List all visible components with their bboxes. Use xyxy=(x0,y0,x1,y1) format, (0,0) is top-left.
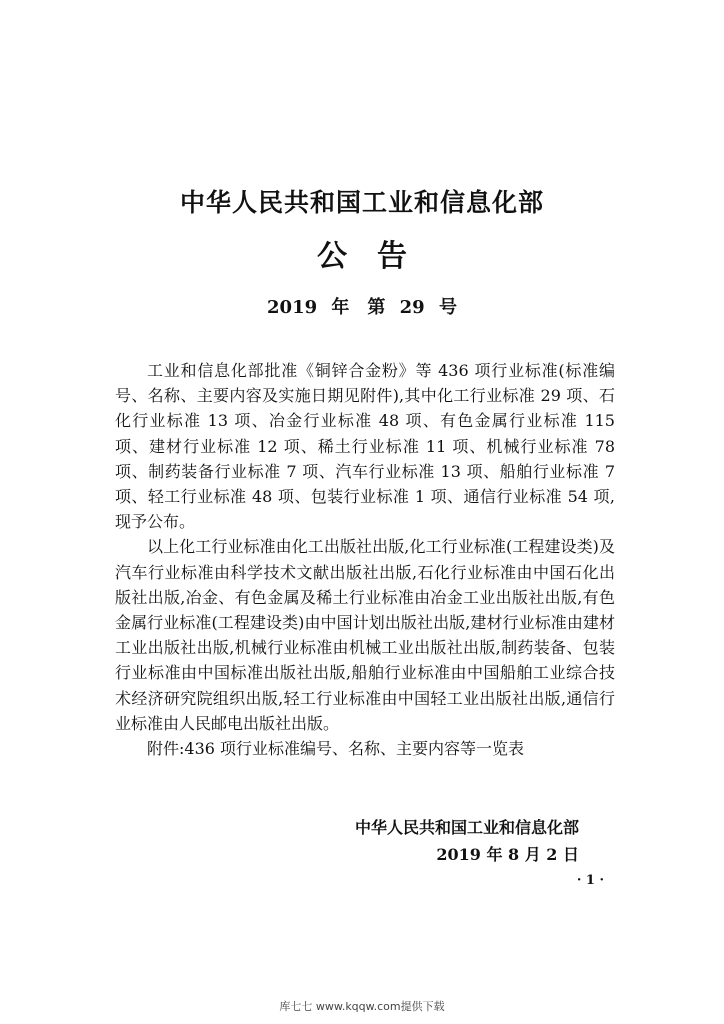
paragraph-publishers: 以上化工行业标准由化工出版社出版,化工行业标准(工程建设类)及汽车行业标准由科学技术文献出版社出版,石化行业标准由中国石化出版社出版,冶金、有色金属及稀土行业标准由冶金工业出版社出版,有色金属行业标准(工程建设类)由中国计划出版社出版,建材行业标准由建材工业出版社出版,机械行业标准由机械工业出版社出版,制药装备、包装行业标准由中国标准出版社出版,船舶行业标准由中国船舶工业综合技术经济研究院组织出版,轻工行业标准由中国轻工业出版社出版,通信行业标准由人民邮电出版社出版。 xyxy=(115,537,615,733)
notice-title: 公告 xyxy=(317,239,437,274)
download-watermark: 库七七 www.kqqw.com提供下载 xyxy=(279,1000,445,1013)
ministry-title: 中华人民共和国工业和信息化部 xyxy=(179,188,544,217)
signature-date: 2019 年 8 月 2 日 xyxy=(436,845,579,864)
notice-body xyxy=(115,358,615,761)
issue-number: 2019 年 第 29 号 xyxy=(267,297,457,318)
page-number: · 1 · xyxy=(576,873,604,888)
paragraph-approval: 工业和信息化部批准《铜锌合金粉》等 436 项行业标准(标准编号、名称、主要内容及实施日期见附件),其中化工行业标准 29 项、石化行业标准 13 项、冶金行业标准 48 项、有色金属行业标准 115 项、建材行业标准 12 项、稀土行业标准 11 项、机械行业标准 78 项、制药装备行业标准 7 项、汽车行业标准 13 项、船舶行业标准 7 项、轻工行业标准 48 项、包装行业标准 1 项、通信行业标准 54 项,现予公布。 xyxy=(115,361,615,532)
paragraph-attachment: 附件:436 项行业标准编号、名称、主要内容等一览表 xyxy=(147,739,525,759)
signature-organization: 中华人民共和国工业和信息化部 xyxy=(354,818,579,837)
